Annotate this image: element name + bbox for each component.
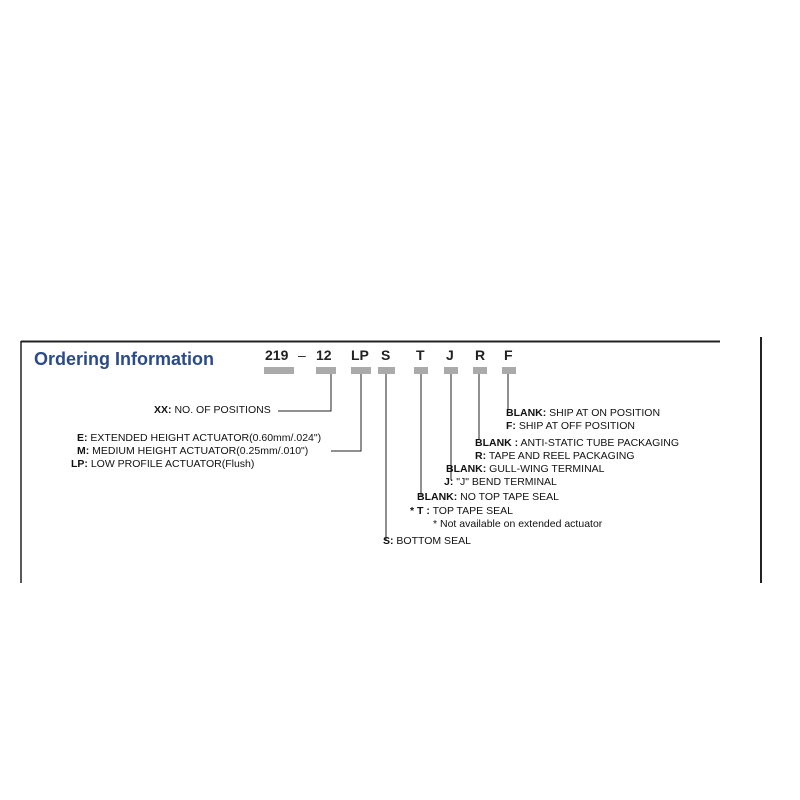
legend-text: BOTTOM SEAL bbox=[396, 535, 471, 547]
legend-text: NO. OF POSITIONS bbox=[174, 404, 271, 416]
legend-code: F: bbox=[506, 420, 516, 432]
legend-gull-wing bbox=[446, 463, 605, 475]
legend-tape-note: * Not available on extended actuator bbox=[433, 518, 603, 530]
legend-tube-packaging bbox=[475, 437, 679, 449]
bar-packaging bbox=[473, 367, 487, 374]
pn-actuator: LP bbox=[351, 347, 369, 363]
legend-code: R: bbox=[475, 450, 487, 462]
bar-seal bbox=[378, 367, 395, 374]
legend-text: LOW PROFILE ACTUATOR(Flush) bbox=[90, 458, 255, 470]
legend-text: MEDIUM HEIGHT ACTUATOR(0.25mm/.010") bbox=[92, 445, 309, 457]
pn-positions: 12 bbox=[316, 347, 332, 363]
legend-code: XX: bbox=[154, 404, 172, 416]
legend-ship-off bbox=[506, 420, 635, 432]
pn-seal: S bbox=[381, 347, 391, 363]
legend-extended bbox=[77, 432, 321, 444]
legend-text: "J" BEND TERMINAL bbox=[456, 476, 557, 488]
legend-code: BLANK: bbox=[506, 407, 547, 419]
legend-bottom-seal bbox=[383, 535, 471, 547]
pn-terminal: J bbox=[446, 347, 454, 363]
legend-code: * T : bbox=[410, 505, 430, 517]
legend-text: GULL-WING TERMINAL bbox=[489, 463, 605, 475]
legend-text: ANTI-STATIC TUBE PACKAGING bbox=[520, 437, 680, 449]
legend-text: TOP TAPE SEAL bbox=[432, 505, 513, 517]
pn-packaging: R bbox=[475, 347, 486, 363]
legend-low-profile bbox=[71, 458, 254, 470]
pn-series: 219 bbox=[265, 347, 289, 363]
pn-ship: F bbox=[504, 347, 513, 363]
legend-code: S: bbox=[383, 535, 394, 547]
legend-no-tape bbox=[417, 491, 559, 503]
legend-code: M: bbox=[77, 445, 90, 457]
legend-ship-on bbox=[506, 407, 660, 419]
legend-medium bbox=[77, 445, 308, 457]
legend-code: BLANK: bbox=[417, 491, 458, 503]
leader-positions bbox=[278, 374, 331, 411]
legend-code: BLANK: bbox=[446, 463, 487, 475]
legend-positions bbox=[154, 404, 271, 416]
legend-code: LP: bbox=[71, 458, 88, 470]
legend-text: SHIP AT ON POSITION bbox=[549, 407, 661, 419]
legend-top-tape bbox=[410, 505, 513, 517]
bar-positions bbox=[316, 367, 336, 374]
pn-tape: T bbox=[416, 347, 425, 363]
section-title: Ordering Information bbox=[34, 349, 214, 369]
bar-terminal bbox=[444, 367, 458, 374]
legend-tape-reel bbox=[475, 450, 635, 462]
legend-code: E: bbox=[77, 432, 88, 444]
legend-text: SHIP AT OFF POSITION bbox=[518, 420, 635, 432]
bar-tape bbox=[414, 367, 428, 374]
legend-code: J: bbox=[444, 476, 454, 488]
legend-text: TAPE AND REEL PACKAGING bbox=[488, 450, 635, 462]
legend-j-bend bbox=[444, 476, 557, 488]
leader-actuator bbox=[331, 374, 361, 451]
bar-ship bbox=[502, 367, 516, 374]
legend-code: BLANK : bbox=[475, 437, 519, 449]
bar-actuator bbox=[351, 367, 371, 374]
pn-dash: – bbox=[298, 347, 306, 363]
legend-text: NO TOP TAPE SEAL bbox=[460, 491, 559, 503]
bar-series bbox=[264, 367, 294, 374]
legend-text: EXTENDED HEIGHT ACTUATOR(0.60mm/.024") bbox=[90, 432, 322, 444]
